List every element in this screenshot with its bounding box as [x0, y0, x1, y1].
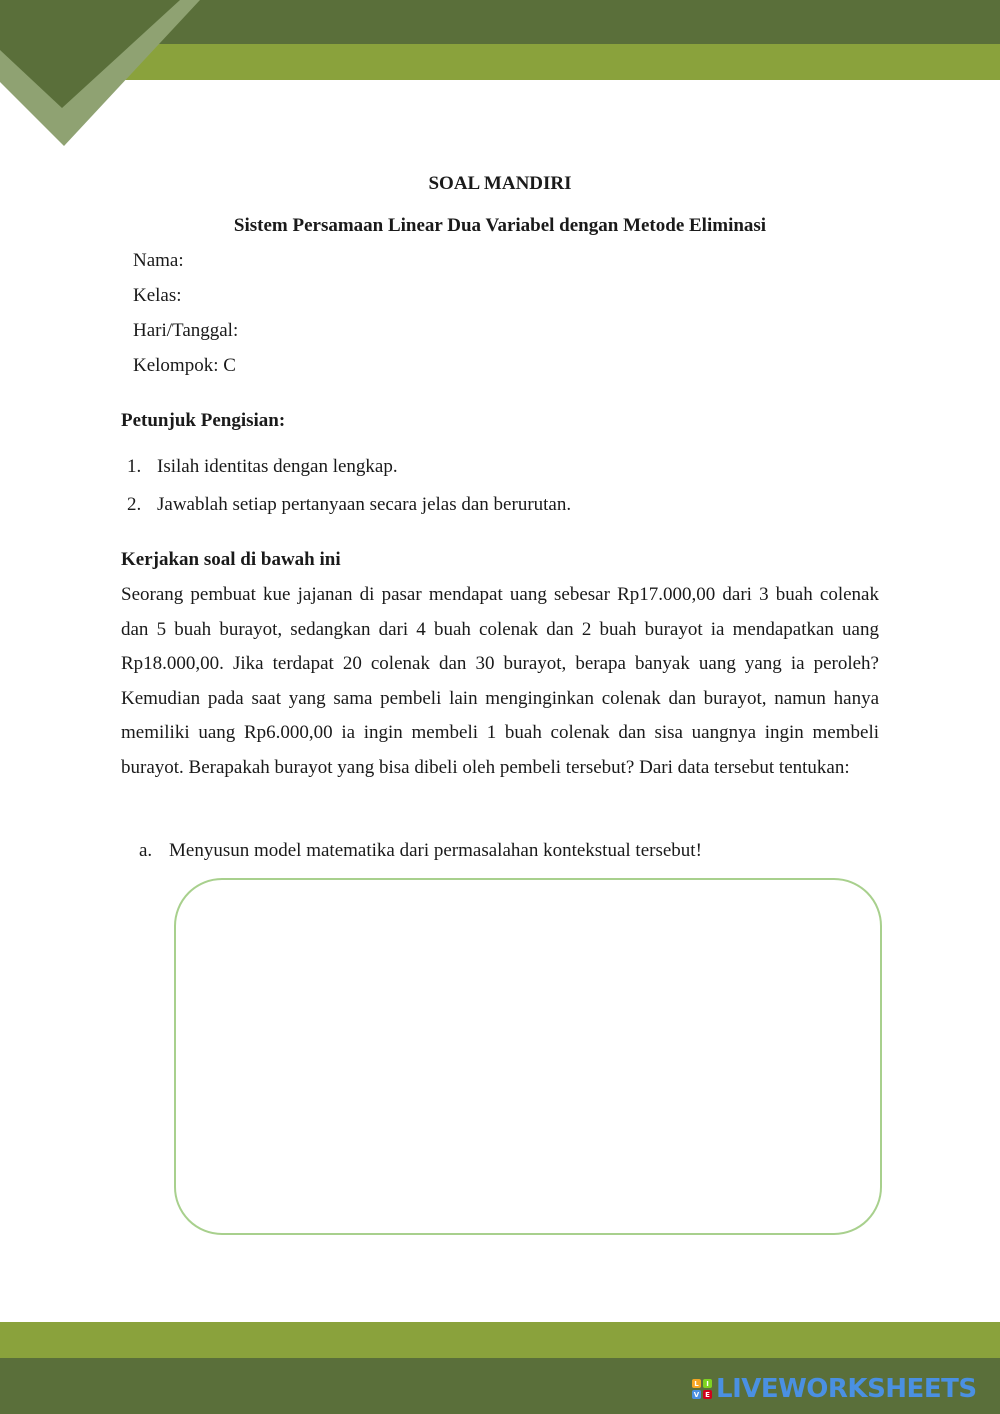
- field-kelompok: Kelompok: C: [133, 355, 236, 376]
- page-subtitle: Sistem Persamaan Linear Dua Variabel dengan Metode Eliminasi: [233, 215, 767, 236]
- instruction-item: [127, 494, 571, 516]
- corner-chevron-decoration: [0, 0, 200, 150]
- answer-box[interactable]: [174, 878, 882, 1235]
- field-nama: Nama:: [133, 250, 184, 271]
- liveworksheets-logo: [692, 1374, 977, 1404]
- instruction-number: 1.: [127, 456, 142, 477]
- question-text: Menyusun model matematika dari permasalahan kontekstual tersebut!: [169, 840, 702, 861]
- instruction-text: Isilah identitas dengan lengkap.: [157, 456, 398, 477]
- liveworksheets-wordmark: LIVEWORKSHEETS: [716, 1374, 977, 1404]
- field-tanggal: Hari/Tanggal:: [133, 320, 239, 341]
- task-heading: Kerjakan soal di bawah ini: [121, 549, 341, 570]
- instruction-item: [127, 456, 398, 478]
- instructions-heading: Petunjuk Pengisian:: [121, 410, 286, 431]
- footer-band-light: [0, 1322, 1000, 1358]
- task-paragraph: Seorang pembuat kue jajanan di pasar mendapat uang sebesar Rp17.000,00 dari 3 buah colenak dan 5 buah burayot, sedangkan dari 4 buah colenak dan 2 buah burayot ia mendapatkan uang Rp18.000,00. Jika terdapat 20 colenak dan 30 burayot, berapa banyak uang yang ia peroleh? Kemudian pada saat yang sama pembeli lain menginginkan colenak dan burayot, namun hanya memiliki uang Rp6.000,00 ia ingin membeli 1 buah colenak dan sisa uangnya ingin membeli burayot. Berapakah burayot yang bisa dibeli oleh pembeli tersebut? Dari data tersebut tentukan:: [121, 584, 879, 778]
- field-kelas: Kelas:: [133, 285, 182, 306]
- logo-letter: I: [703, 1379, 712, 1388]
- instruction-text: Jawablah setiap pertanyaan secara jelas dan berurutan.: [157, 494, 572, 515]
- instruction-number: 2.: [127, 494, 142, 515]
- logo-letter: E: [703, 1390, 712, 1399]
- liveworksheets-icon: [692, 1379, 712, 1399]
- logo-letter: V: [693, 1390, 700, 1399]
- question-letter: a.: [139, 840, 153, 861]
- logo-letter: L: [692, 1379, 701, 1388]
- question-a: [139, 840, 702, 862]
- page-title: SOAL MANDIRI: [428, 173, 572, 194]
